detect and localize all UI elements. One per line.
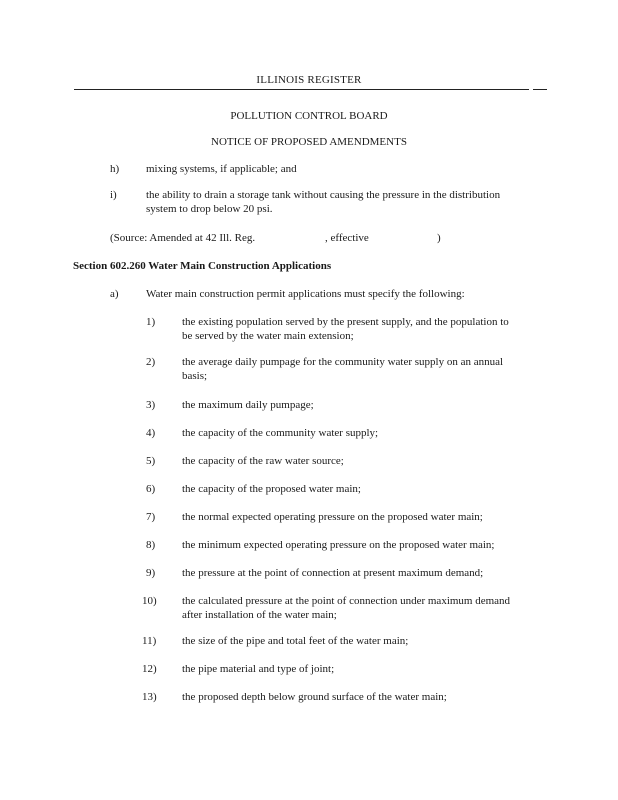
item-h-text: mixing systems, if applicable; and xyxy=(146,163,297,175)
list-item-text: the capacity of the raw water source; xyxy=(182,455,344,467)
list-item-text: the capacity of the proposed water main; xyxy=(182,483,361,495)
list-item-number: 1) xyxy=(146,316,156,328)
register-title: ILLINOIS REGISTER xyxy=(256,74,362,86)
list-item-text: the capacity of the community water supply; xyxy=(182,427,379,439)
list-item-number: 8) xyxy=(146,539,156,551)
list-item-text: the normal expected operating pressure on the proposed water main; xyxy=(182,511,483,523)
subsection-a-text: Water main construction permit applications must specify the following: xyxy=(146,288,465,300)
list-item-text: the existing population served by the present supply, and the population to xyxy=(182,316,509,328)
item-h-marker: h) xyxy=(110,163,120,175)
list-item-number: 5) xyxy=(146,455,156,467)
header-rule xyxy=(74,89,529,90)
list-item-number: 11) xyxy=(142,635,157,647)
list-item-text: the maximum daily pumpage; xyxy=(182,399,314,411)
subsection-a-marker: a) xyxy=(110,288,119,300)
notice-title: NOTICE OF PROPOSED AMENDMENTS xyxy=(211,136,407,148)
item-i-text-line2: system to drop below 20 psi. xyxy=(146,203,273,215)
list-item-number: 7) xyxy=(146,511,156,523)
item-i-marker: i) xyxy=(110,189,117,201)
list-item-text: be served by the water main extension; xyxy=(182,330,354,342)
source-close: ) xyxy=(437,232,441,244)
section-heading: Section 602.260 Water Main Construction Applications xyxy=(73,260,332,272)
list-item-number: 3) xyxy=(146,399,156,411)
board-title: POLLUTION CONTROL BOARD xyxy=(230,110,388,122)
list-item-number: 2) xyxy=(146,356,156,368)
header-rule-tail xyxy=(533,89,547,90)
list-item-number: 13) xyxy=(142,691,157,703)
list-item-text: the size of the pipe and total feet of the water main; xyxy=(182,635,409,647)
list-item-number: 6) xyxy=(146,483,156,495)
list-item-text: basis; xyxy=(182,370,208,382)
list-item-text: after installation of the water main; xyxy=(182,609,337,621)
list-item-text: the minimum expected operating pressure on the proposed water main; xyxy=(182,539,495,551)
list-item-text: the calculated pressure at the point of connection under maximum demand xyxy=(182,595,511,607)
list-item-number: 4) xyxy=(146,427,156,439)
list-item-text: the proposed depth below ground surface of the water main; xyxy=(182,691,447,703)
list-item-number: 12) xyxy=(142,663,157,675)
source-effective: , effective xyxy=(325,232,369,244)
list-item-number: 10) xyxy=(142,595,157,607)
list-item-text: the pressure at the point of connection at present maximum demand; xyxy=(182,567,484,579)
item-i-text-line1: the ability to drain a storage tank without causing the pressure in the distribution xyxy=(146,189,501,201)
list-item-text: the average daily pumpage for the community water supply on an annual xyxy=(182,356,504,368)
source-prefix: (Source: Amended at 42 Ill. Reg. xyxy=(110,232,256,244)
list-item-text: the pipe material and type of joint; xyxy=(182,663,335,675)
list-item-number: 9) xyxy=(146,567,156,579)
